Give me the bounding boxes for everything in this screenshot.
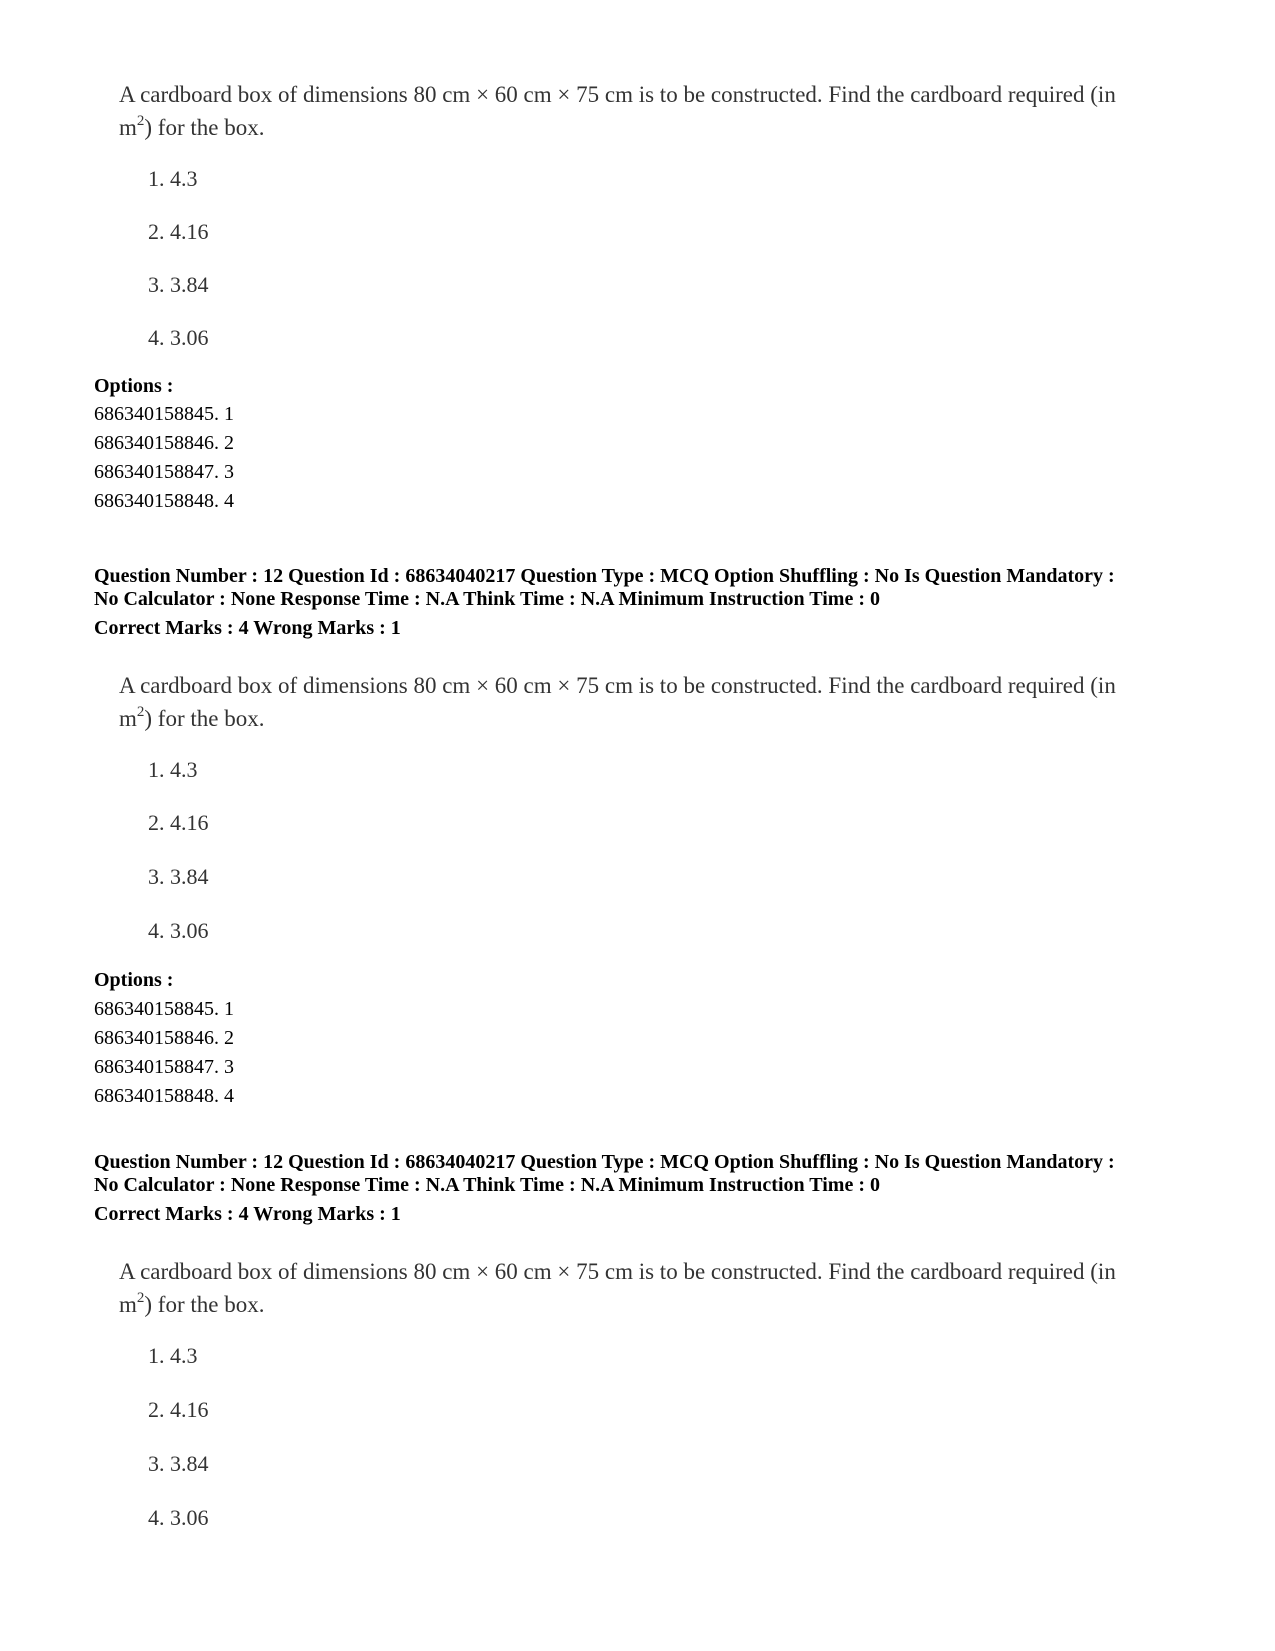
- option-id-row: 686340158847. 3: [94, 461, 234, 483]
- option-id-row: 686340158845. 1: [94, 403, 234, 425]
- option-id-row: 686340158848. 4: [94, 1085, 234, 1107]
- answer-choice: 3. 3.84: [148, 272, 209, 297]
- marks-line: Correct Marks : 4 Wrong Marks : 1: [94, 617, 401, 639]
- answer-choice: 2. 4.16: [148, 219, 209, 244]
- option-id-row: 686340158847. 3: [94, 1056, 234, 1078]
- option-id-row: 686340158845. 1: [94, 998, 234, 1020]
- question-text: A cardboard box of dimensions 80 cm × 60 cm × 75 cm is to be constructed. Find the cardboard required (in $m^2$) for the box.: [119, 673, 1116, 731]
- options-label: Options :: [94, 969, 174, 991]
- answer-choice: 2. 4.16: [148, 810, 209, 835]
- option-id-row: 686340158846. 2: [94, 1027, 234, 1049]
- question-meta-line: No Calculator : None Response Time : N.A Think Time : N.A Minimum Instruction Time : 0: [94, 588, 880, 610]
- answer-choice: 1. 4.3: [148, 757, 198, 782]
- answer-choice: 4. 3.06: [148, 325, 209, 350]
- question-meta-line: Question Number : 12 Question Id : 68634040217 Question Type : MCQ Option Shuffling : No Is Question Mandatory :: [94, 565, 1115, 587]
- question-text: A cardboard box of dimensions 80 cm × 60 cm × 75 cm is to be constructed. Find the cardboard required (in $m^2$) for the box.: [119, 82, 1116, 140]
- answer-choice: 3. 3.84: [148, 1451, 209, 1476]
- answer-choice: 1. 4.3: [148, 1343, 198, 1368]
- marks-line: Correct Marks : 4 Wrong Marks : 1: [94, 1203, 401, 1225]
- options-label: Options :: [94, 375, 174, 397]
- answer-choice: 2. 4.16: [148, 1397, 209, 1422]
- answer-choice: 4. 3.06: [148, 1505, 209, 1530]
- question-text: A cardboard box of dimensions 80 cm × 60 cm × 75 cm is to be constructed. Find the cardboard required (in $m^2$) for the box.: [119, 1259, 1116, 1317]
- answer-choice: 4. 3.06: [148, 918, 209, 943]
- option-id-row: 686340158848. 4: [94, 490, 234, 512]
- question-meta-line: Question Number : 12 Question Id : 68634040217 Question Type : MCQ Option Shuffling : No Is Question Mandatory :: [94, 1151, 1115, 1173]
- answer-choice: 3. 3.84: [148, 864, 209, 889]
- option-id-row: 686340158846. 2: [94, 432, 234, 454]
- answer-choice: 1. 4.3: [148, 166, 198, 191]
- question-meta-line: No Calculator : None Response Time : N.A Think Time : N.A Minimum Instruction Time : 0: [94, 1174, 880, 1196]
